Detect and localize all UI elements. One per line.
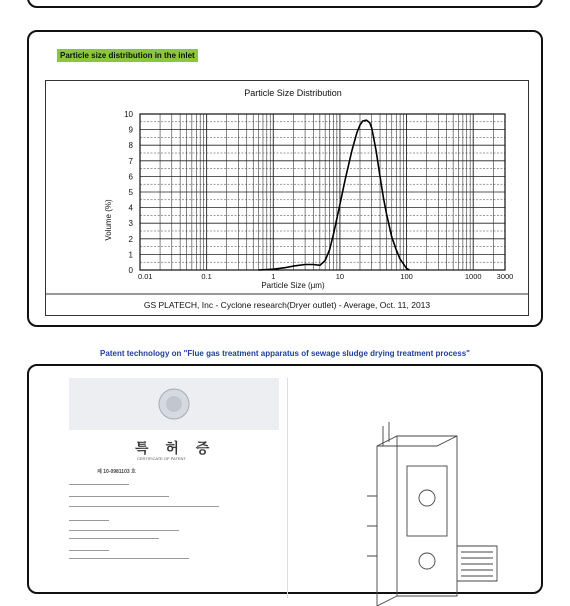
y-tick-label: 5 xyxy=(128,188,133,197)
certificate-number: 제 10-0981103 호 xyxy=(97,469,136,475)
y-tick-label: 3 xyxy=(128,219,133,229)
patent-certificate xyxy=(39,366,279,592)
x-tick-label: 100 xyxy=(400,272,413,281)
y-tick-label: 2 xyxy=(128,234,133,244)
x-tick-label: 1000 xyxy=(464,272,482,281)
chart-footer: GS PLATECH, Inc - Cyclone research(Dryer outlet) - Average, Oct. 11, 2013 xyxy=(143,300,431,310)
x-tick-label: 10 xyxy=(335,272,345,281)
y-tick-label: 8 xyxy=(128,141,133,151)
x-tick-label: 0.1 xyxy=(201,272,212,281)
y-tick-label: 7 xyxy=(128,156,133,166)
y-tick-label: 1 xyxy=(128,250,133,260)
cert-text-line xyxy=(69,538,159,539)
x-axis-label: Particle Size (µm) xyxy=(261,281,325,290)
cert-text-line xyxy=(69,530,179,531)
cert-text-line xyxy=(69,558,189,559)
cert-text-line xyxy=(69,550,109,551)
patent-caption: Patent technology on "Flue gas treatment apparatus of sewage sludge drying treatment process" xyxy=(100,349,470,358)
cert-text-line xyxy=(69,484,129,485)
patent-drawing xyxy=(291,366,531,592)
apparatus-drawing xyxy=(307,406,507,606)
y-tick-label: 0 xyxy=(128,266,133,275)
chart-title: Particle Size Distribution xyxy=(244,88,342,98)
y-axis-label: Volume (%) xyxy=(104,199,113,241)
page-divider xyxy=(287,378,288,598)
particle-size-chart xyxy=(45,80,529,316)
top-panel xyxy=(27,0,543,8)
cert-text-line xyxy=(69,506,219,507)
y-tick-label: 10 xyxy=(124,110,133,119)
x-tick-label: 3000 xyxy=(496,272,514,281)
certificate-header-ornament xyxy=(69,378,279,430)
y-tick-label: 4 xyxy=(128,203,133,213)
cert-text-line xyxy=(69,520,109,521)
patent-panel xyxy=(27,364,543,594)
x-tick-label: 0.01 xyxy=(138,272,153,281)
section-tag: Particle size distribution in the inlet xyxy=(57,49,198,62)
y-tick-label: 9 xyxy=(128,125,133,135)
chart-panel xyxy=(27,30,543,327)
y-tick-label: 6 xyxy=(128,172,133,182)
cert-text-line xyxy=(69,496,169,497)
certificate-title: 특 허 증 xyxy=(135,441,216,457)
certificate-subtitle: CERTIFICATE OF PATENT xyxy=(137,456,186,461)
x-tick-label: 1 xyxy=(271,272,276,281)
